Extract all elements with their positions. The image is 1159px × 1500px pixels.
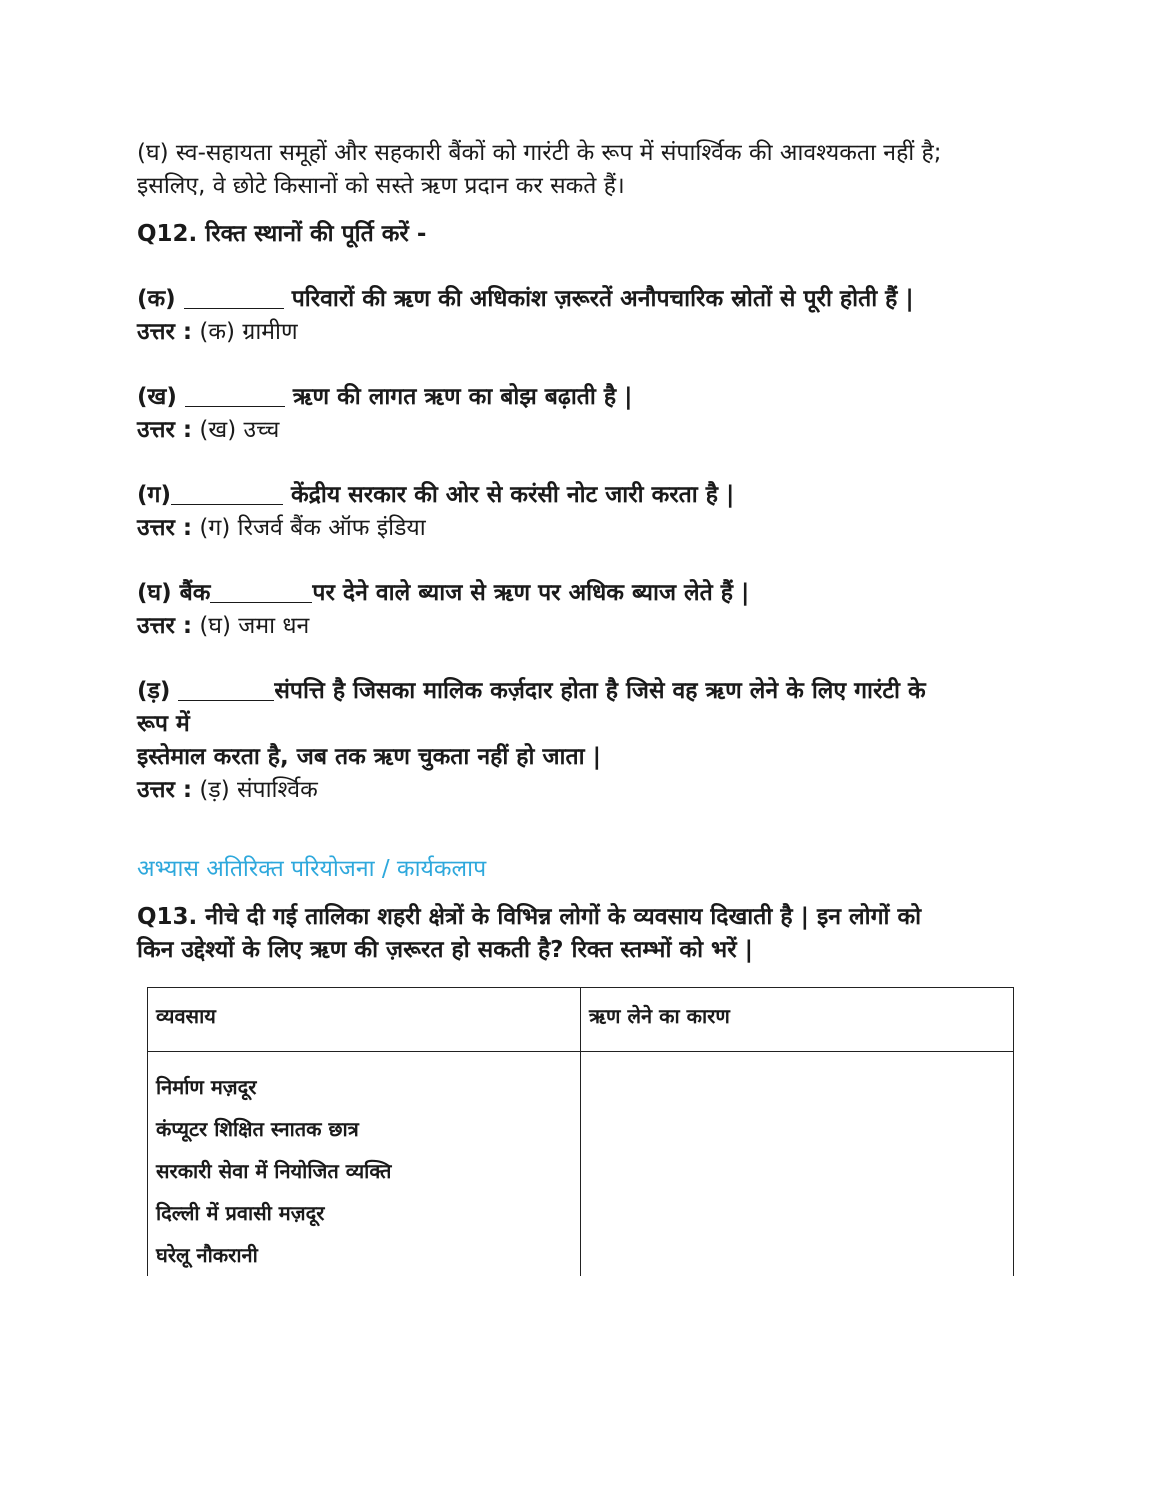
q12-item-a	[137, 283, 914, 316]
table-row	[148, 1052, 1014, 1277]
q12-item-e-prefix: (ड़)	[137, 678, 179, 704]
q13-line-2: किन उद्देश्यों के लिए ऋण की ज़रूरत हो सकती है? रिक्त स्तम्भों को भरें |	[137, 937, 754, 963]
fill-blank[interactable]	[210, 580, 312, 603]
occupation-item: सरकारी सेवा में नियोजित व्यक्ति	[156, 1159, 392, 1183]
q12-answer-b	[137, 414, 279, 447]
fill-blank[interactable]	[184, 286, 284, 309]
q12-item-d-prefix: (घ) बैंक	[137, 580, 211, 606]
answer-label: उत्तर :	[137, 319, 193, 345]
q12-item-c-prefix: (ग)	[137, 482, 171, 508]
answer-text: (ख) उच्च	[192, 417, 280, 443]
table-header-row	[148, 988, 1014, 1052]
answer-label: उत्तर :	[137, 515, 193, 541]
fill-blank[interactable]	[185, 384, 285, 407]
q12-item-b	[137, 381, 632, 414]
q12-item-b-prefix: (ख)	[137, 384, 185, 410]
occupation-cell	[148, 1052, 581, 1277]
q12-item-e-text: संपत्ति है जिसका मालिक कर्ज़दार होता है जिसे वह ऋण लेने के लिए गारंटी के	[274, 678, 926, 704]
header-occupation: व्यवसाय	[148, 988, 581, 1052]
q13-line-1: Q13. नीचे दी गई तालिका शहरी क्षेत्रों के विभिन्न लोगों के व्यवसाय दिखाती है | इन लोगों को	[137, 904, 922, 930]
q12-item-c-text: केंद्रीय सरकार की ओर से करंसी नोट जारी करता है |	[282, 482, 735, 508]
intro-line-2: इसलिए, वे छोटे किसानों को सस्ते ऋण प्रदान कर सकते हैं।	[137, 173, 625, 199]
header-reason: ऋण लेने का कारण	[581, 988, 1014, 1052]
intro-line-1: (घ) स्व-सहायता समूहों और सहकारी बैंकों को गारंटी के रूप में संपार्श्विक की आवश्यकता नहीं है;	[137, 140, 942, 166]
q12-item-a-prefix: (क)	[137, 286, 184, 312]
answer-text: (ग) रिजर्व बैंक ऑफ इंडिया	[192, 515, 426, 541]
q12-item-b-text: ऋण की लागत ऋण का बोझ बढ़ाती है |	[284, 384, 633, 410]
fill-blank[interactable]	[171, 482, 283, 505]
answer-label: उत्तर :	[137, 417, 193, 443]
q12-item-d-text: पर देने वाले ब्याज से ऋण पर अधिक ब्याज लेते हैं |	[312, 580, 750, 606]
q12-answer-a	[137, 316, 298, 349]
answer-label: उत्तर :	[137, 777, 193, 803]
q12-item-a-text: परिवारों की ऋण की अधिकांश ज़रूरतें अनौपचारिक स्रोतों से पूरी होती हैं |	[283, 286, 914, 312]
answer-text: (ड़) संपार्श्विक	[192, 777, 318, 803]
reason-cell-empty[interactable]	[581, 1052, 1014, 1277]
answer-text: (क) ग्रामीण	[192, 319, 298, 345]
q12-answer-d	[137, 610, 309, 643]
fill-blank[interactable]	[178, 678, 274, 701]
occupation-item: निर्माण मज़दूर	[156, 1075, 257, 1099]
q12-item-e-line2: रूप में	[137, 711, 190, 737]
answer-label: उत्तर :	[137, 613, 193, 639]
q12-item-d	[137, 577, 749, 610]
occupation-item: दिल्ली में प्रवासी मज़दूर	[156, 1201, 325, 1225]
q12-answer-c	[137, 512, 426, 545]
section-heading: अभ्यास अतिरिक्त परियोजना / कार्यकलाप	[137, 856, 487, 882]
q12-answer-e	[137, 774, 318, 807]
answer-text: (घ) जमा धन	[192, 613, 310, 639]
occupation-table	[147, 987, 1014, 1276]
q12-item-e-line3: इस्तेमाल करता है, जब तक ऋण चुकता नहीं हो जाता |	[137, 744, 601, 770]
q12-item-e	[137, 675, 926, 708]
q12-title: Q12. रिक्त स्थानों की पूर्ति करें -	[137, 221, 427, 247]
q12-item-c	[137, 479, 734, 512]
occupation-item: कंप्यूटर शिक्षित स्नातक छात्र	[156, 1117, 359, 1141]
occupation-item: घरेलू नौकरानी	[156, 1243, 258, 1267]
